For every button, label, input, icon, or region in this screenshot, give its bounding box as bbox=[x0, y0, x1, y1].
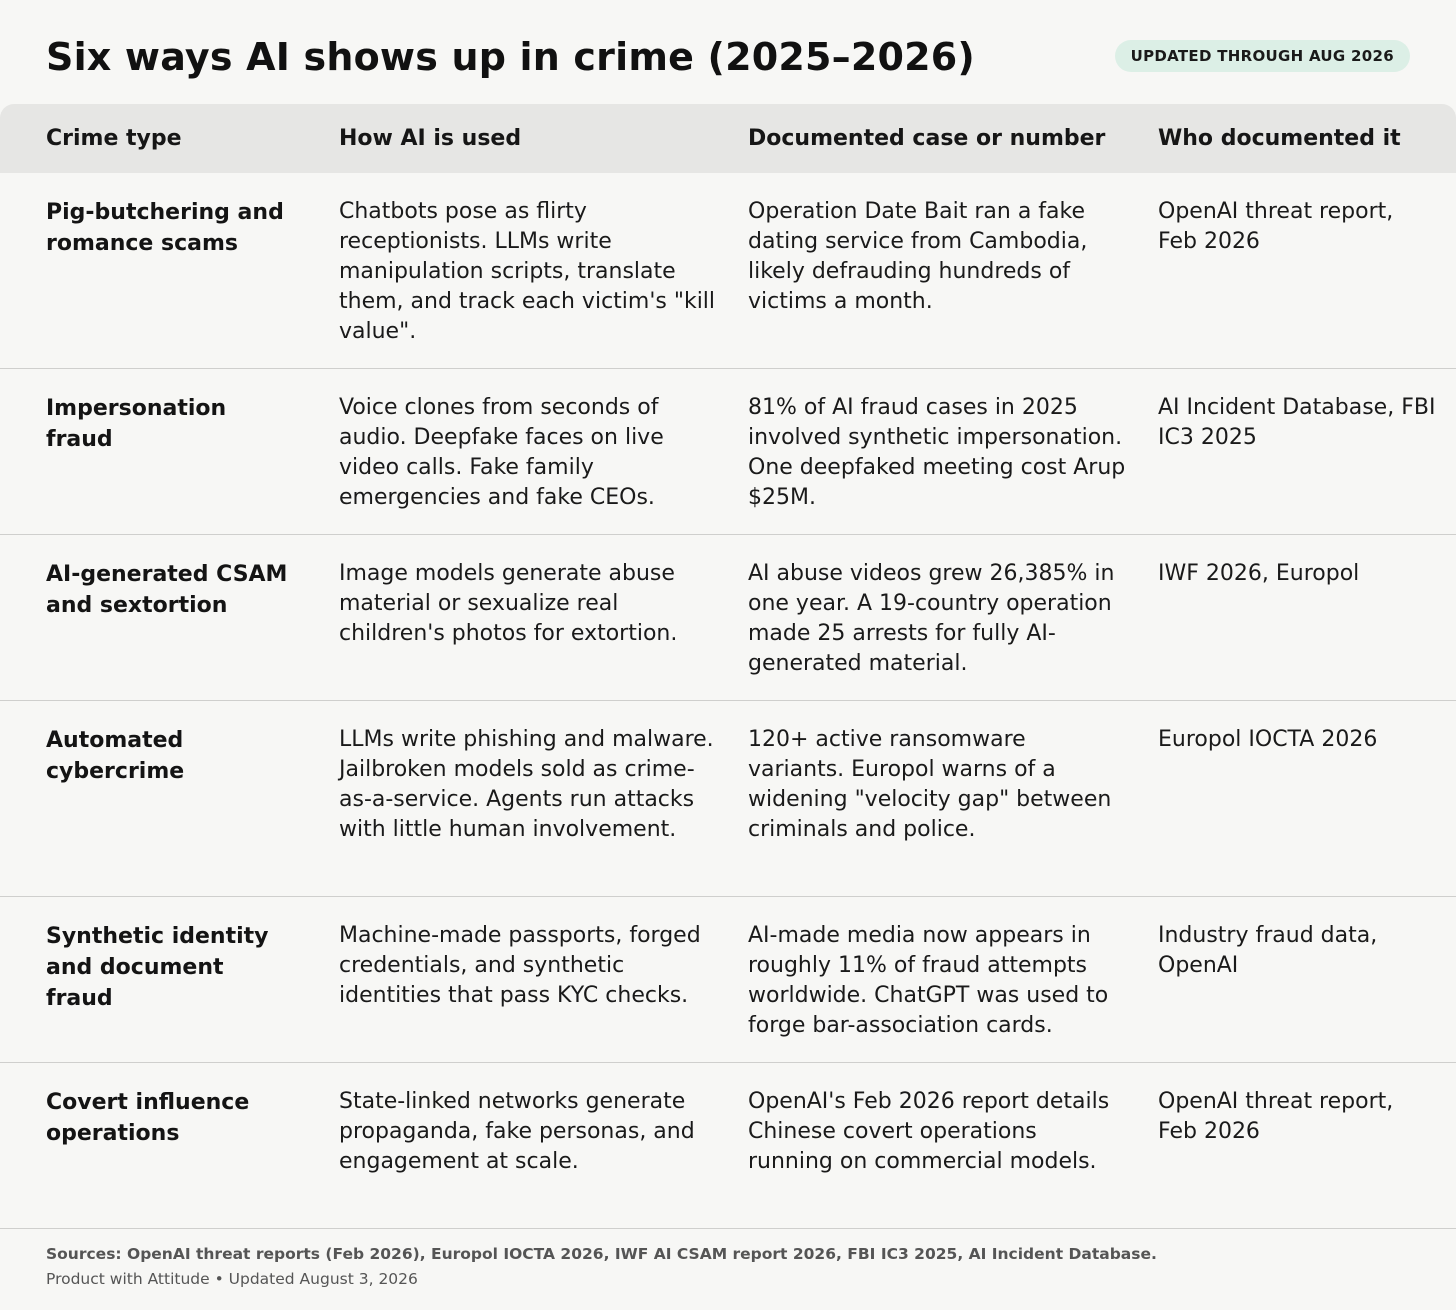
column-header-documented-case: Documented case or number bbox=[748, 126, 1106, 151]
how-ai-used-cell: Chatbots pose as flirty receptionists. LLMs write manipulation scripts, translate them, and track each victim's "kill value". bbox=[339, 199, 716, 344]
crime-type-cell: Synthetic identity and document fraud bbox=[46, 924, 269, 1011]
crime-type-cell: Covert influence operations bbox=[46, 1090, 250, 1146]
how-ai-used-cell: Image models generate abuse material or sexualize real children's photos for extortion. bbox=[339, 561, 678, 646]
table-header bbox=[0, 104, 1456, 173]
updated-badge: UPDATED THROUGH AUG 2026 bbox=[1115, 40, 1410, 72]
how-ai-used-cell: State-linked networks generate propaganda, fake personas, and engagement at scale. bbox=[339, 1089, 695, 1174]
column-header-who-documented: Who documented it bbox=[1158, 126, 1401, 151]
table-row bbox=[0, 897, 1456, 1063]
who-documented-cell: Europol IOCTA 2026 bbox=[1158, 727, 1378, 752]
crime-type-cell: Pig-butchering and romance scams bbox=[46, 200, 284, 256]
crime-type-cell: Automated cybercrime bbox=[46, 728, 185, 784]
documented-case-cell: AI-made media now appears in roughly 11% of fraud attempts worldwide. ChatGPT was used to forge bar-association cards. bbox=[748, 923, 1109, 1038]
how-ai-used-cell: Voice clones from seconds of audio. Deepfake faces on live video calls. Fake family emergencies and fake CEOs. bbox=[339, 395, 664, 510]
table-row bbox=[0, 173, 1456, 369]
page-title: Six ways AI shows up in crime (2025–2026) bbox=[46, 35, 975, 79]
who-documented-cell: AI Incident Database, FBI IC3 2025 bbox=[1158, 395, 1436, 450]
table-row bbox=[0, 369, 1456, 535]
table-row bbox=[0, 535, 1456, 701]
how-ai-used-cell: Machine-made passports, forged credentials, and synthetic identities that pass KYC checks. bbox=[339, 923, 701, 1008]
documented-case-cell: AI abuse videos grew 26,385% in one year. A 19-country operation made 25 arrests for fully AI-generated material. bbox=[748, 561, 1115, 676]
how-ai-used-cell: LLMs write phishing and malware. Jailbroken models sold as crime-as-a-service. Agents run attacks with little human involvement. bbox=[339, 727, 714, 842]
who-documented-cell: IWF 2026, Europol bbox=[1158, 561, 1360, 586]
header bbox=[0, 0, 1456, 104]
table-row bbox=[0, 1063, 1456, 1229]
column-header-how-ai-used: How AI is used bbox=[339, 126, 522, 151]
documented-case-cell: 81% of AI fraud cases in 2025 involved synthetic impersonation. One deepfaked meeting cost Arup $25M. bbox=[748, 395, 1126, 510]
who-documented-cell: OpenAI threat report, Feb 2026 bbox=[1158, 199, 1394, 254]
credit-line: Product with Attitude • Updated August 3, 2026 bbox=[46, 1270, 418, 1288]
who-documented-cell: Industry fraud data, OpenAI bbox=[1158, 923, 1378, 978]
column-header-crime-type: Crime type bbox=[46, 126, 182, 151]
crime-type-cell: Impersonation fraud bbox=[46, 396, 227, 452]
documented-case-cell: OpenAI's Feb 2026 report details Chinese covert operations running on commercial models. bbox=[748, 1089, 1110, 1174]
documented-case-cell: 120+ active ransomware variants. Europol warns of a widening "velocity gap" between criminals and police. bbox=[748, 727, 1112, 842]
sources-note: Sources: OpenAI threat reports (Feb 2026), Europol IOCTA 2026, IWF AI CSAM report 2026, FBI IC3 2025, AI Incident Database. bbox=[46, 1245, 1157, 1263]
table-row bbox=[0, 701, 1456, 897]
footer bbox=[46, 1243, 1426, 1291]
crime-table bbox=[0, 104, 1456, 1229]
who-documented-cell: OpenAI threat report, Feb 2026 bbox=[1158, 1089, 1394, 1144]
crime-type-cell: AI-generated CSAM and sextortion bbox=[46, 562, 288, 618]
documented-case-cell: Operation Date Bait ran a fake dating service from Cambodia, likely defrauding hundreds of victims a month. bbox=[748, 199, 1088, 314]
